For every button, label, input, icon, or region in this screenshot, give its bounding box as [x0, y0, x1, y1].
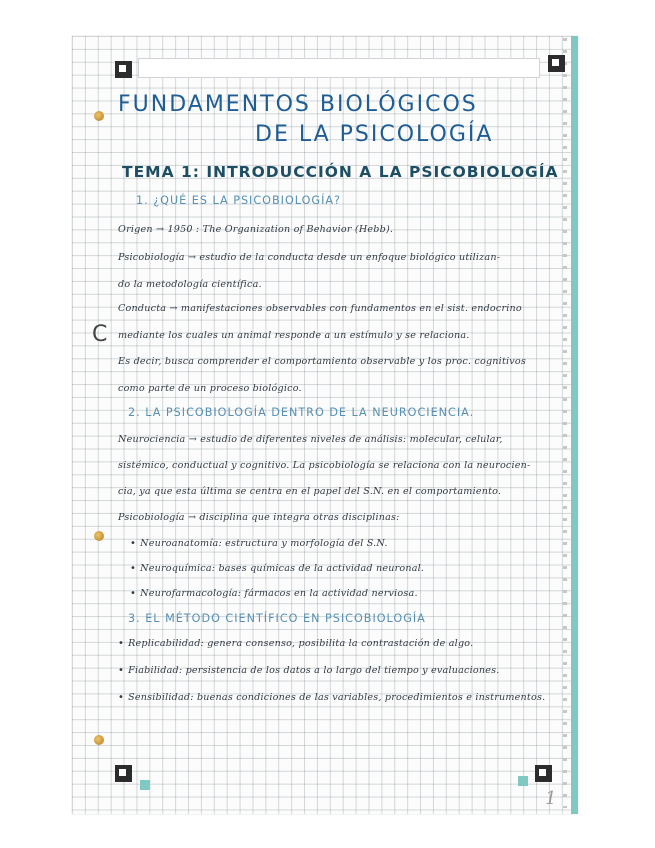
- note-line: Psicobiología → disciplina que integra otras disciplinas:: [118, 512, 400, 523]
- list-item: [130, 563, 424, 574]
- list-item: [118, 665, 499, 676]
- bullet-icon: •: [118, 692, 125, 703]
- list-item-text: Replicabilidad: genera consenso, posibilita la contrastación de algo.: [128, 638, 474, 649]
- corner-marker-icon: [535, 765, 552, 782]
- corner-marker-icon: [548, 55, 565, 72]
- note-line: Conducta → manifestaciones observables con fundamentos en el sist. endocrino: [118, 303, 522, 314]
- binder-hole-icon: [94, 111, 104, 121]
- list-item-text: Neuroanatomía: estructura y morfología del S.N.: [140, 538, 388, 549]
- binder-hole-icon: [94, 531, 104, 541]
- note-line: Neurociencia → estudio de diferentes niveles de análisis: molecular, celular,: [118, 434, 503, 445]
- note-line: Es decir, busca comprender el comportamiento observable y los proc. cognitivos: [118, 356, 526, 367]
- teal-square-icon: [518, 776, 528, 786]
- list-item: [118, 638, 473, 649]
- list-item-text: Neurofarmacología: fármacos en la actividad nerviosa.: [140, 588, 418, 599]
- note-line: sistémico, conductual y cognitivo. La psicobiología se relaciona con la neurocien-: [118, 460, 531, 471]
- corner-marker-icon: [115, 61, 132, 78]
- right-teal-border: [571, 36, 578, 814]
- binder-hole-icon: [94, 735, 104, 745]
- perforation-edge: [563, 38, 567, 808]
- bullet-icon: •: [130, 588, 137, 599]
- teal-square-icon: [140, 780, 150, 790]
- corner-marker-icon: [115, 765, 132, 782]
- list-item-text: Fiabilidad: persistencia de los datos a lo largo del tiempo y evaluaciones.: [128, 665, 500, 676]
- bullet-icon: •: [130, 563, 137, 574]
- list-item-text: Neuroquímica: bases químicas de la actividad neuronal.: [140, 563, 425, 574]
- tema-heading: TEMA 1: INTRODUCCIÓN A LA PSICOBIOLOGÍA: [122, 163, 559, 181]
- page-number: 1: [545, 788, 557, 809]
- note-line: Origen → 1950 : The Organization of Behavior (Hebb).: [118, 224, 394, 235]
- bullet-icon: •: [118, 665, 125, 676]
- header-box: [138, 58, 540, 78]
- note-line: Psicobiología → estudio de la conducta desde un enfoque biológico utilizan-: [118, 252, 501, 263]
- list-item-text: Sensibilidad: buenas condiciones de las variables, procedimientos e instrumentos.: [128, 692, 546, 703]
- list-item: [130, 538, 388, 549]
- binder-ring-mark: C: [92, 322, 108, 347]
- title-line-1: FUNDAMENTOS BIOLÓGICOS: [118, 92, 478, 117]
- list-item: [118, 692, 545, 703]
- bullet-icon: •: [118, 638, 125, 649]
- list-item: [130, 588, 418, 599]
- title-line-2: DE LA PSICOLOGÍA: [255, 122, 494, 147]
- note-line: mediante los cuales un animal responde a un estímulo y se relaciona.: [118, 330, 470, 341]
- section-heading-3: 3. EL MÉTODO CIENTÍFICO EN PSICOBIOLOGÍA: [128, 612, 426, 625]
- section-heading-2: 2. LA PSICOBIOLOGÍA DENTRO DE LA NEUROCIENCIA.: [128, 406, 475, 419]
- section-heading-1: 1. ¿QUÉ ES LA PSICOBIOLOGÍA?: [136, 194, 341, 207]
- note-line: cia, ya que esta última se centra en el papel del S.N. en el comportamiento.: [118, 486, 502, 497]
- note-line: do la metodología científica.: [118, 279, 262, 290]
- note-line: como parte de un proceso biológico.: [118, 383, 302, 394]
- bullet-icon: •: [130, 538, 137, 549]
